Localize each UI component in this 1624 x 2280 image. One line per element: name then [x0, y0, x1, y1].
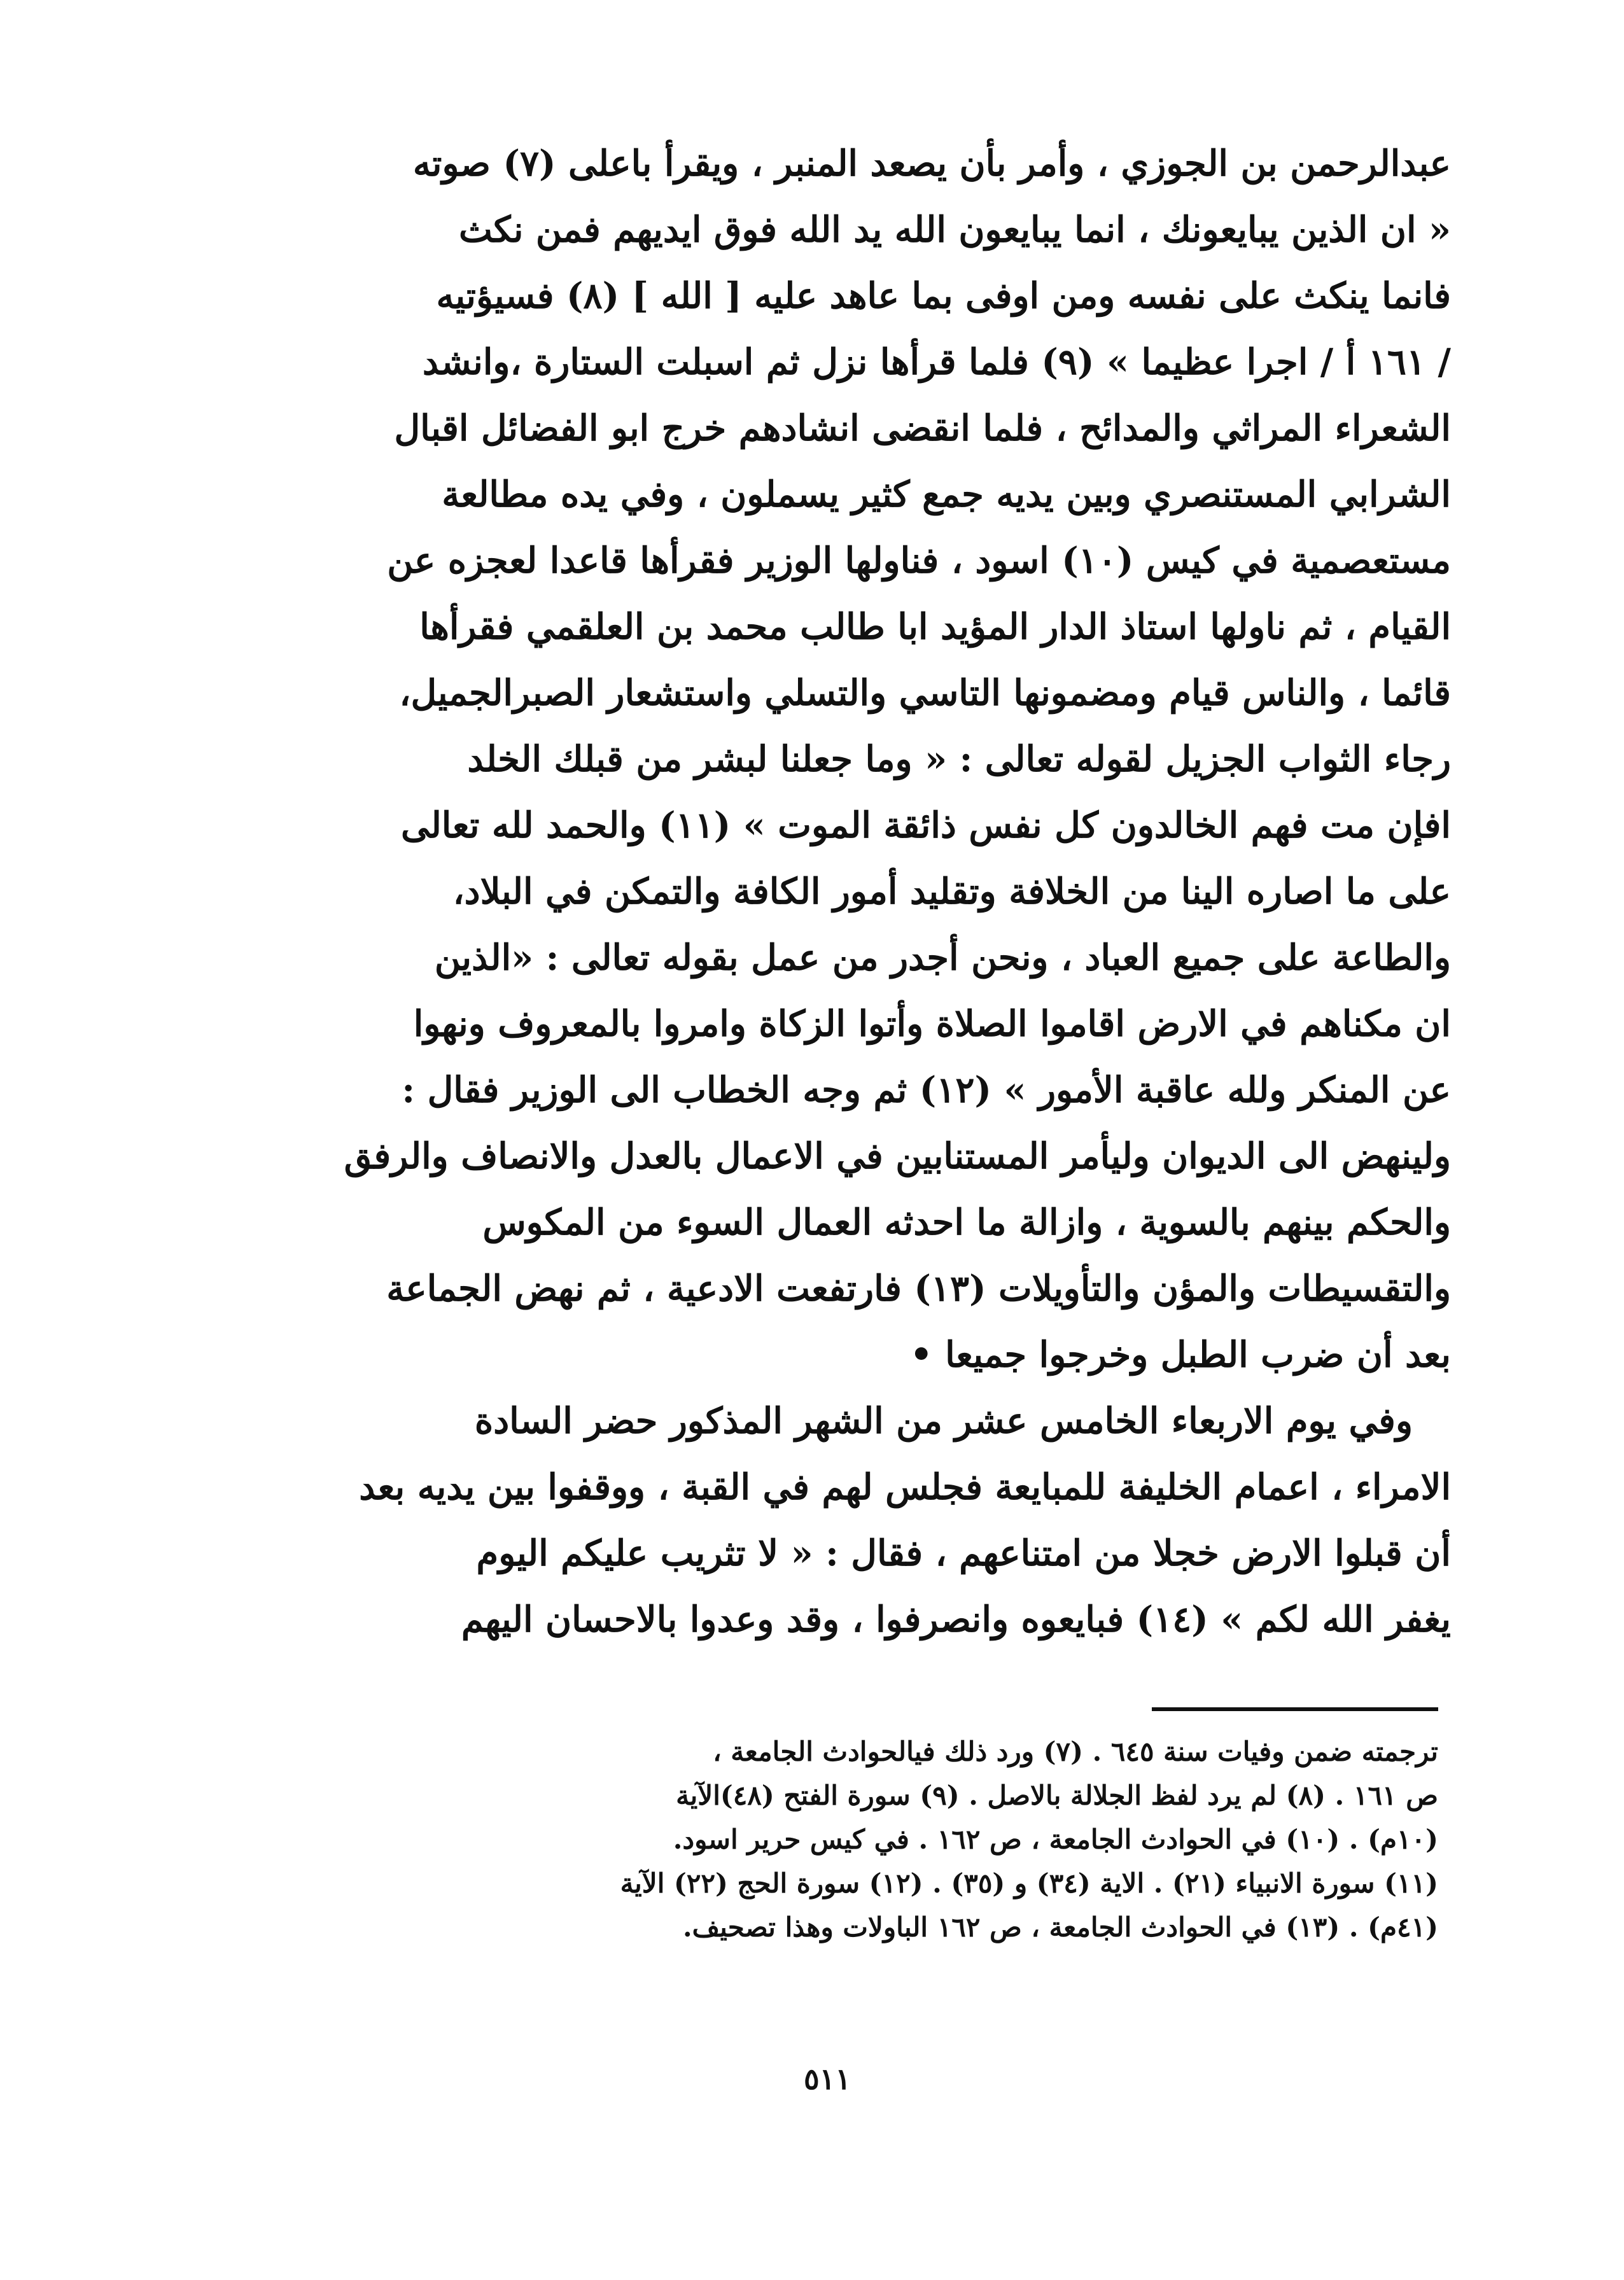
text-line: قائما ، والناس قيام ومضمونها التاسي والتسلي واستشعار الصبرالجميل، — [399, 672, 1451, 714]
footnote-line: (١١) سورة الانبياء (٢١) . الاية (٣٤) و (٣٥) . (١٢) سورة الحج (٢٢) الآية — [620, 1868, 1438, 1899]
text-line: القيام ، ثم ناولها استاذ الدار المؤيد ابا طالب محمد بن العلقمي فقرأها — [419, 606, 1451, 648]
text-line: الامراء ، اعمام الخليفة للمبايعة فجلس لهم في القبة ، ووقفوا بين يديه بعد — [359, 1466, 1451, 1508]
text-line: أن قبلوا الارض خجلا من امتناعهم ، فقال : « لا تثريب عليكم اليوم — [476, 1532, 1451, 1574]
text-line: رجاء الثواب الجزيل لقوله تعالى : « وما جعلنا لبشر من قبلك الخلد — [467, 738, 1451, 780]
main-text-block — [305, 130, 1451, 1653]
text-line: بعد أن ضرب الطبل وخرجوا جميعا • — [909, 1334, 1451, 1376]
text-line: الشرابي المستنصري وبين يديه جمع كثير يسملون ، وفي يده مطالعة — [442, 473, 1451, 515]
text-line: والحكم بينهم بالسوية ، وازالة ما احدثه العمال السوء من المكوس — [482, 1201, 1451, 1243]
text-line: وفي يوم الاربعاء الخامس عشر من الشهر المذكور حضر السادة — [474, 1400, 1413, 1442]
text-line: / ١٦١ أ / اجرا عظيما » (٩) فلما قرأها نزل ثم اسبلت الستارة ،وانشد — [422, 341, 1451, 383]
text-line: فانما ينكث على نفسه ومن اوفى بما عاهد عليه [ الله ] (٨) فسيؤتيه — [436, 275, 1451, 317]
text-line: والطاعة على جميع العباد ، ونحن أجدر من عمل بقوله تعالى : «الذين — [434, 937, 1451, 979]
page-number: ٥١١ — [803, 2062, 851, 2096]
footnote-line: (١٠م) . (١٠) في الحوادث الجامعة ، ص ١٦٢ . في كيس حرير اسود. — [673, 1824, 1438, 1855]
text-line: عبدالرحمن بن الجوزي ، وأمر بأن يصعد المنبر ، ويقرأ باعلى (٧) صوته — [412, 143, 1451, 185]
text-line: ولينهض الى الديوان وليأمر المستنابين في الاعمال بالعدل والانصاف والرفق — [344, 1135, 1451, 1177]
text-line: على ما اصاره الينا من الخلافة وتقليد أمور الكافة والتمكن في البلاد، — [452, 871, 1451, 913]
footnote-divider — [1152, 1707, 1438, 1711]
text-line: الشعراء المراثي والمدائح ، فلما انقضى انشادهم خرج ابو الفضائل اقبال — [394, 407, 1451, 449]
text-line: والتقسيطات والمؤن والتأويلات (١٣) فارتفعت الادعية ، ثم نهض الجماعة — [386, 1268, 1451, 1310]
footnotes-block — [274, 1730, 1438, 1949]
text-line: « ان الذين يبايعونك ، انما يبايعون الله يد الله فوق ايديهم فمن نكث — [458, 209, 1451, 251]
text-line: مستعصمية في كيس (١٠) اسود ، فناولها الوزير فقرأها قاعدا لعجزه عن — [387, 540, 1451, 582]
footnote-line: ص ١٦١ . (٨) لم يرد لفظ الجلالة بالاصل . (٩) سورة الفتح (٤٨)الآية — [676, 1780, 1438, 1811]
footnote-line: ترجمته ضمن وفيات سنة ٦٤٥ . (٧) ورد ذلك فيالحوادث الجامعة ، — [713, 1736, 1438, 1767]
text-line: عن المنكر ولله عاقبة الأمور » (١٢) ثم وجه الخطاب الى الوزير فقال : — [402, 1069, 1451, 1111]
text-line: افإن مت فهم الخالدون كل نفس ذائقة الموت » (١١) والحمد لله تعالى — [401, 804, 1451, 846]
footnote-line: (٤١م) . (١٣) في الحوادث الجامعة ، ص ١٦٢ الباولات وهذا تصحيف. — [682, 1912, 1438, 1943]
text-line: يغفر الله لكم » (١٤) فبايعوه وانصرفوا ، وقد وعدوا بالاحسان اليهم — [461, 1598, 1451, 1640]
text-line: ان مكناهم في الارض اقاموا الصلاة وأتوا الزكاة وامروا بالمعروف ونهوا — [413, 1003, 1451, 1045]
